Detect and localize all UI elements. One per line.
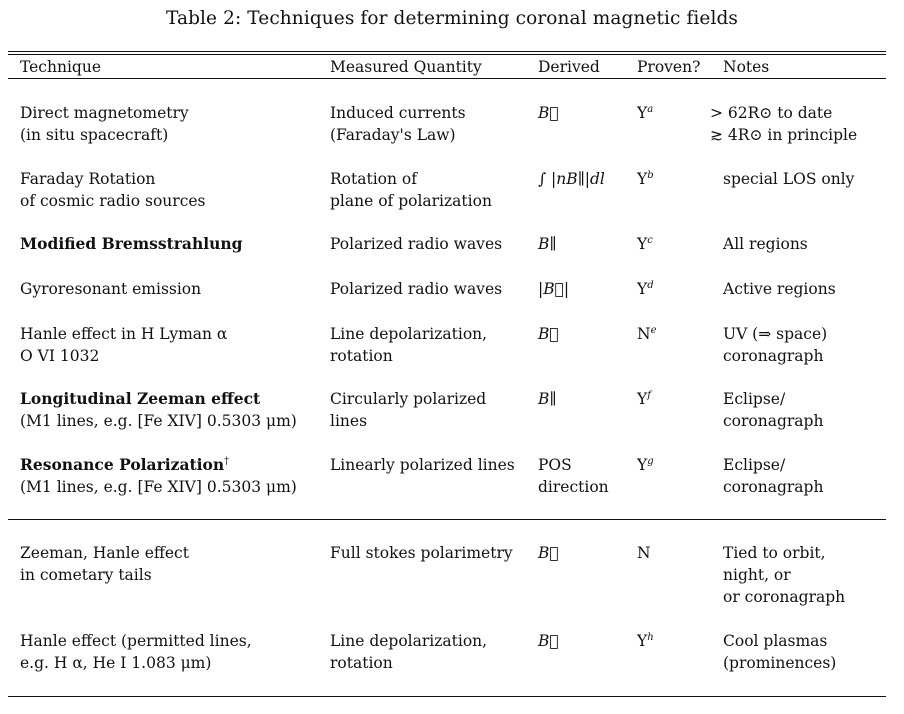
row-3-proven: $Y^c$ [637, 235, 653, 253]
header-derived: Derived [538, 58, 600, 76]
bottom-rule [8, 696, 886, 697]
top-rule-1 [8, 51, 886, 52]
table-caption: Table 2: Techniques for determining coronal magnetic fields [165, 8, 739, 29]
row-7-measured: Linearly polarized lines [330, 456, 515, 474]
row-5-measured: Line depolarization, rotation [330, 325, 488, 365]
row-6-derived: B∥ [538, 390, 557, 408]
header-measured-quantity: Measured Quantity [330, 58, 482, 76]
row-2-proven: $Y^b$ [637, 170, 654, 188]
row-1-proven: $Y^a$ [637, 104, 654, 122]
row-9-proven: $Y^h$ [637, 632, 654, 650]
row-4-technique: Gyroresonant emission [20, 280, 202, 298]
row-8-technique: Zeeman, Hanle effect in cometary tails [20, 544, 189, 584]
row-2-technique: Faraday Rotation of cosmic radio sources [20, 170, 206, 210]
row-7-proven: $Y^g$ [637, 456, 654, 474]
row-8-measured: Full stokes polarimetry [330, 544, 513, 562]
row-9-technique: Hanle effect (permitted lines, e.g. H α, He I 1.083 μm) [20, 632, 252, 672]
row-4-notes: Active regions [723, 280, 836, 298]
row-5-technique: Hanle effect in H Lyman α O VI 1032 [20, 325, 228, 365]
row-9-notes: Cool plasmas (prominences) [723, 632, 837, 672]
row-4-measured: Polarized radio waves [330, 280, 503, 298]
row-8-proven: N [637, 544, 651, 562]
row-3-technique: Modified Bremsstrahlung [20, 234, 243, 253]
row-4-proven: $Y^d$ [637, 280, 654, 298]
row-4-derived: |B⃗| [538, 280, 570, 298]
row-6-measured: Circularly polarized lines [330, 390, 487, 430]
row-9-derived: B⃗ [538, 632, 559, 650]
row-5-proven: $N^e$ [637, 325, 657, 343]
row-1-technique: Direct magnetometry (in situ spacecraft) [20, 104, 189, 144]
row-7-derived: POS direction [538, 456, 609, 496]
row-3-derived: B∥ [538, 235, 557, 253]
row-2-derived: ∫ |nB∥|dl [538, 170, 605, 188]
row-8-derived: B⃗ [538, 544, 559, 562]
row-7-notes: Eclipse/ coronagraph [723, 456, 824, 496]
section-rule [8, 519, 886, 520]
row-7-technique: Resonance Polarization† (M1 lines, e.g. [Fe XIV] 0.5303 μm) [20, 455, 297, 496]
header-notes: Notes [723, 58, 770, 76]
row-6-technique: Longitudinal Zeeman effect (M1 lines, e.g. [Fe XIV] 0.5303 μm) [20, 389, 297, 430]
top-rule-2 [8, 54, 886, 55]
row-5-derived: B⃗ [538, 325, 559, 343]
header-proven: Proven? [637, 58, 701, 76]
header-rule [8, 78, 886, 79]
header-technique: Technique [20, 58, 101, 76]
row-8-notes: Tied to orbit, night, or or coronagraph [723, 544, 846, 606]
row-9-measured: Line depolarization, rotation [330, 632, 488, 672]
row-2-measured: Rotation of plane of polarization [330, 170, 492, 210]
row-6-proven: $Y^f$ [637, 390, 651, 408]
row-5-notes: UV (⇒ space) coronagraph [723, 325, 828, 365]
row-1-notes: > 62R⊙ to date ≳ 4R⊙ in principle [710, 104, 858, 144]
row-3-measured: Polarized radio waves [330, 235, 503, 253]
row-1-measured: Induced currents (Faraday's Law) [330, 104, 466, 144]
row-1-derived: B⃗ [538, 104, 559, 122]
row-2-notes: special LOS only [723, 170, 855, 188]
row-6-notes: Eclipse/ coronagraph [723, 390, 824, 430]
row-3-notes: All regions [723, 235, 808, 253]
